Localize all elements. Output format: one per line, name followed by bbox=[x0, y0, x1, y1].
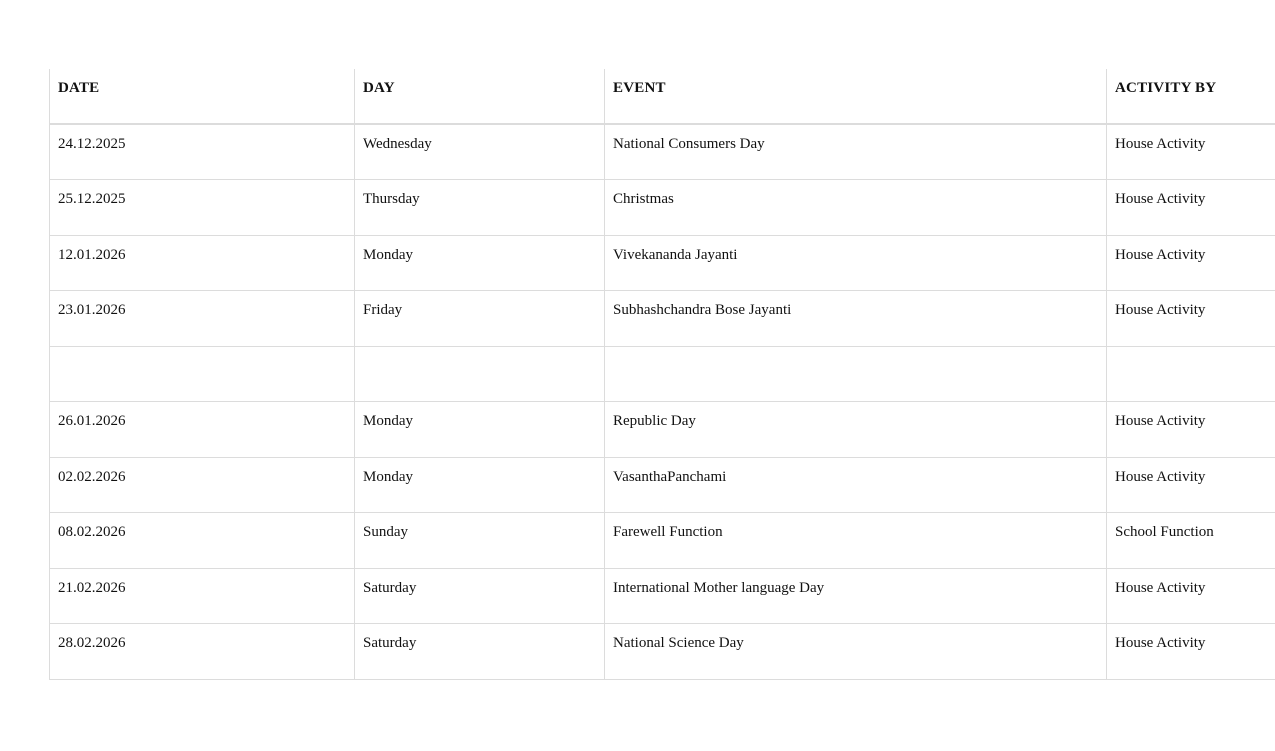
cell-event: Christmas bbox=[605, 180, 1107, 236]
table-row bbox=[50, 180, 1275, 236]
cell-event: National Science Day bbox=[605, 624, 1107, 680]
table-row bbox=[50, 291, 1275, 347]
header-activity-by: ACTIVITY BY bbox=[1107, 69, 1275, 124]
cell-activity-by: House Activity bbox=[1107, 235, 1275, 291]
cell-date: 25.12.2025 bbox=[50, 180, 355, 236]
cell-date: 08.02.2026 bbox=[50, 513, 355, 569]
cell-date: 12.01.2026 bbox=[50, 235, 355, 291]
cell-day bbox=[355, 346, 605, 402]
table-row bbox=[50, 124, 1275, 180]
cell-event: Republic Day bbox=[605, 402, 1107, 458]
cell-day: Friday bbox=[355, 291, 605, 347]
cell-event: National Consumers Day bbox=[605, 124, 1107, 180]
cell-date: 24.12.2025 bbox=[50, 124, 355, 180]
cell-date: 02.02.2026 bbox=[50, 457, 355, 513]
cell-day: Saturday bbox=[355, 568, 605, 624]
cell-event: Vivekananda Jayanti bbox=[605, 235, 1107, 291]
table-body bbox=[50, 124, 1275, 679]
cell-day: Monday bbox=[355, 235, 605, 291]
table-row bbox=[50, 402, 1275, 458]
cell-event bbox=[605, 346, 1107, 402]
cell-day: Thursday bbox=[355, 180, 605, 236]
events-table bbox=[49, 69, 1275, 680]
cell-activity-by: House Activity bbox=[1107, 291, 1275, 347]
table-header bbox=[50, 69, 1275, 124]
table-row bbox=[50, 568, 1275, 624]
cell-activity-by: School Function bbox=[1107, 513, 1275, 569]
cell-event: Subhashchandra Bose Jayanti bbox=[605, 291, 1107, 347]
cell-event: Farewell Function bbox=[605, 513, 1107, 569]
table-row bbox=[50, 624, 1275, 680]
cell-date: 28.02.2026 bbox=[50, 624, 355, 680]
cell-event: International Mother language Day bbox=[605, 568, 1107, 624]
table-row bbox=[50, 457, 1275, 513]
header-date: DATE bbox=[50, 69, 355, 124]
cell-date bbox=[50, 346, 355, 402]
cell-activity-by: House Activity bbox=[1107, 402, 1275, 458]
header-day: DAY bbox=[355, 69, 605, 124]
cell-day: Wednesday bbox=[355, 124, 605, 180]
cell-activity-by: House Activity bbox=[1107, 124, 1275, 180]
cell-activity-by: House Activity bbox=[1107, 180, 1275, 236]
cell-event: VasanthaPanchami bbox=[605, 457, 1107, 513]
cell-activity-by: House Activity bbox=[1107, 457, 1275, 513]
cell-date: 26.01.2026 bbox=[50, 402, 355, 458]
cell-day: Monday bbox=[355, 457, 605, 513]
cell-date: 21.02.2026 bbox=[50, 568, 355, 624]
cell-day: Monday bbox=[355, 402, 605, 458]
cell-activity-by: House Activity bbox=[1107, 624, 1275, 680]
cell-day: Sunday bbox=[355, 513, 605, 569]
cell-day: Saturday bbox=[355, 624, 605, 680]
header-event: EVENT bbox=[605, 69, 1107, 124]
cell-activity-by: House Activity bbox=[1107, 568, 1275, 624]
table-row bbox=[50, 235, 1275, 291]
cell-activity-by bbox=[1107, 346, 1275, 402]
header-row bbox=[50, 69, 1275, 124]
table-row bbox=[50, 513, 1275, 569]
events-table-container bbox=[49, 69, 1275, 680]
table-row-empty bbox=[50, 346, 1275, 402]
cell-date: 23.01.2026 bbox=[50, 291, 355, 347]
